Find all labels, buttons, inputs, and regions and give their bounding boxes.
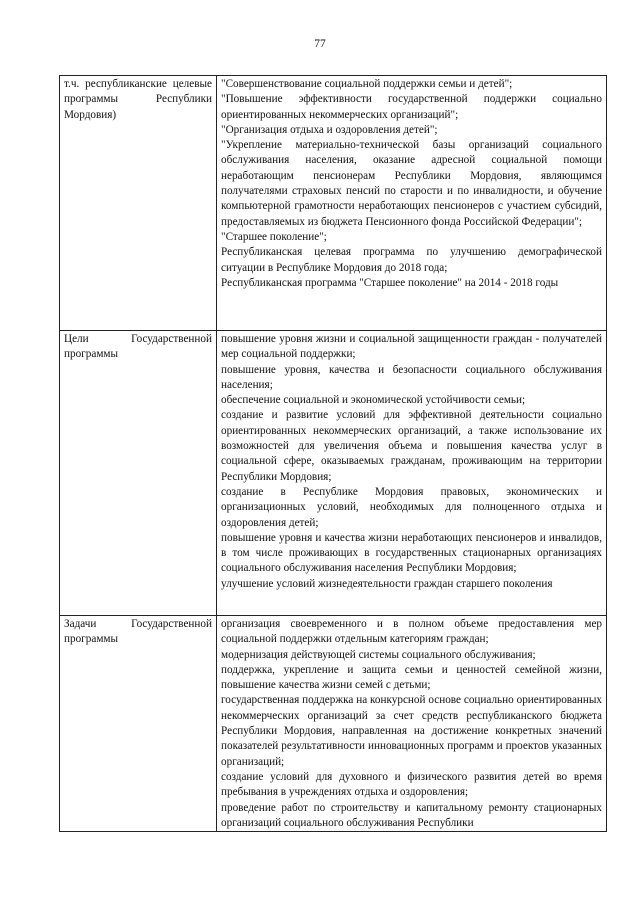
row-content (217, 331, 607, 616)
content-line: создание условий для духовного и физического развития детей во время пребывания в учреждениях отдыха и оздоровления; (221, 770, 602, 799)
content-line: улучшение условий жизнедеятельности граждан старшего поколения (221, 577, 553, 590)
content-line: создание и развитие условий для эффективной деятельности социально ориентированных некоммерческих организаций, а также использование их возможностей для увеличения объема и повышения качества услуг в социальной сфере, оказываемых гражданам, проживающим на территории Республики Мордовия; (221, 409, 602, 483)
content-line: модернизация действующей системы социального обслуживания; (221, 648, 536, 661)
table-row (60, 331, 607, 616)
content-line: государственная поддержка на конкурсной основе социально ориентированных некоммерческих организаций за счет средств республиканского бюджета Республики Мордовия, направленная на достижение конкретных значений показателей результативности инновационных программ и проектов указанных организаций; (221, 694, 602, 768)
content-line: повышение уровня и качества жизни неработающих пенсионеров и инвалидов, в том числе проживающих в государственных стационарных организациях социального обслуживания населения Республики Мордовия; (221, 531, 602, 575)
row-content (217, 616, 607, 832)
content-line: создание в Республике Мордовия правовых, экономических и организационных условий, необходимых для полноценного отдыха и оздоровления детей; (221, 485, 602, 529)
content-line: Республиканская программа "Старшее поколение" на 2014 - 2018 годы (221, 276, 559, 289)
row-content (217, 76, 607, 331)
page-number: 77 (314, 38, 326, 50)
content-line: "Укрепление материально-технической базы организаций социального обслуживания населения, оказание адресной социальной помощи неработающим пенсионерам Республики Мордовия, являющимся получателями страховых пенсий по старости и по инвалидности, и обучение компьютерной грамотности неработающих пенсионеров с участием субсидий, предоставляемых из бюджета Пенсионного фонда Российской Федерации"; (221, 139, 602, 228)
row-label: т.ч. республиканские целевые программы Республики Мордовия) (60, 76, 217, 331)
table-row (60, 76, 607, 331)
content-line: поддержка, укрепление и защита семьи и ценностей семейной жизни, повышение качества жизни семей с детьми; (221, 663, 602, 692)
content-line: повышение уровня жизни и социальной защищенности граждан - получателей мер социальной поддержки; (221, 333, 602, 361)
content-line: организация своевременного и в полном объеме предоставления мер социальной поддержки отдельным категориям граждан; (221, 618, 602, 646)
content-line: "Повышение эффективности государственной поддержки социально ориентированных некоммерческих организаций"; (221, 93, 602, 121)
content-line: "Старшее поколение"; (221, 230, 327, 243)
row-label: Задачи Государственной программы (60, 616, 217, 832)
table-row (60, 616, 607, 832)
content-line: обеспечение социальной и экономической устойчивости семьи; (221, 394, 526, 407)
row-label: Цели Государственной программы (60, 331, 217, 616)
content-line: "Организация отдыха и оздоровления детей"; (221, 123, 438, 136)
content-line: Республиканская целевая программа по улучшению демографической ситуации в Республике Мордовия до 2018 года; (221, 246, 602, 274)
content-line: проведение работ по строительству и капитальному ремонту стационарных организаций социального обслуживания Республики (221, 801, 602, 829)
content-line: "Совершенствование социальной поддержки семьи и детей"; (221, 78, 513, 90)
content-line: повышение уровня, качества и безопасности социального обслуживания населения; (221, 363, 602, 391)
program-passport-table (59, 75, 607, 832)
